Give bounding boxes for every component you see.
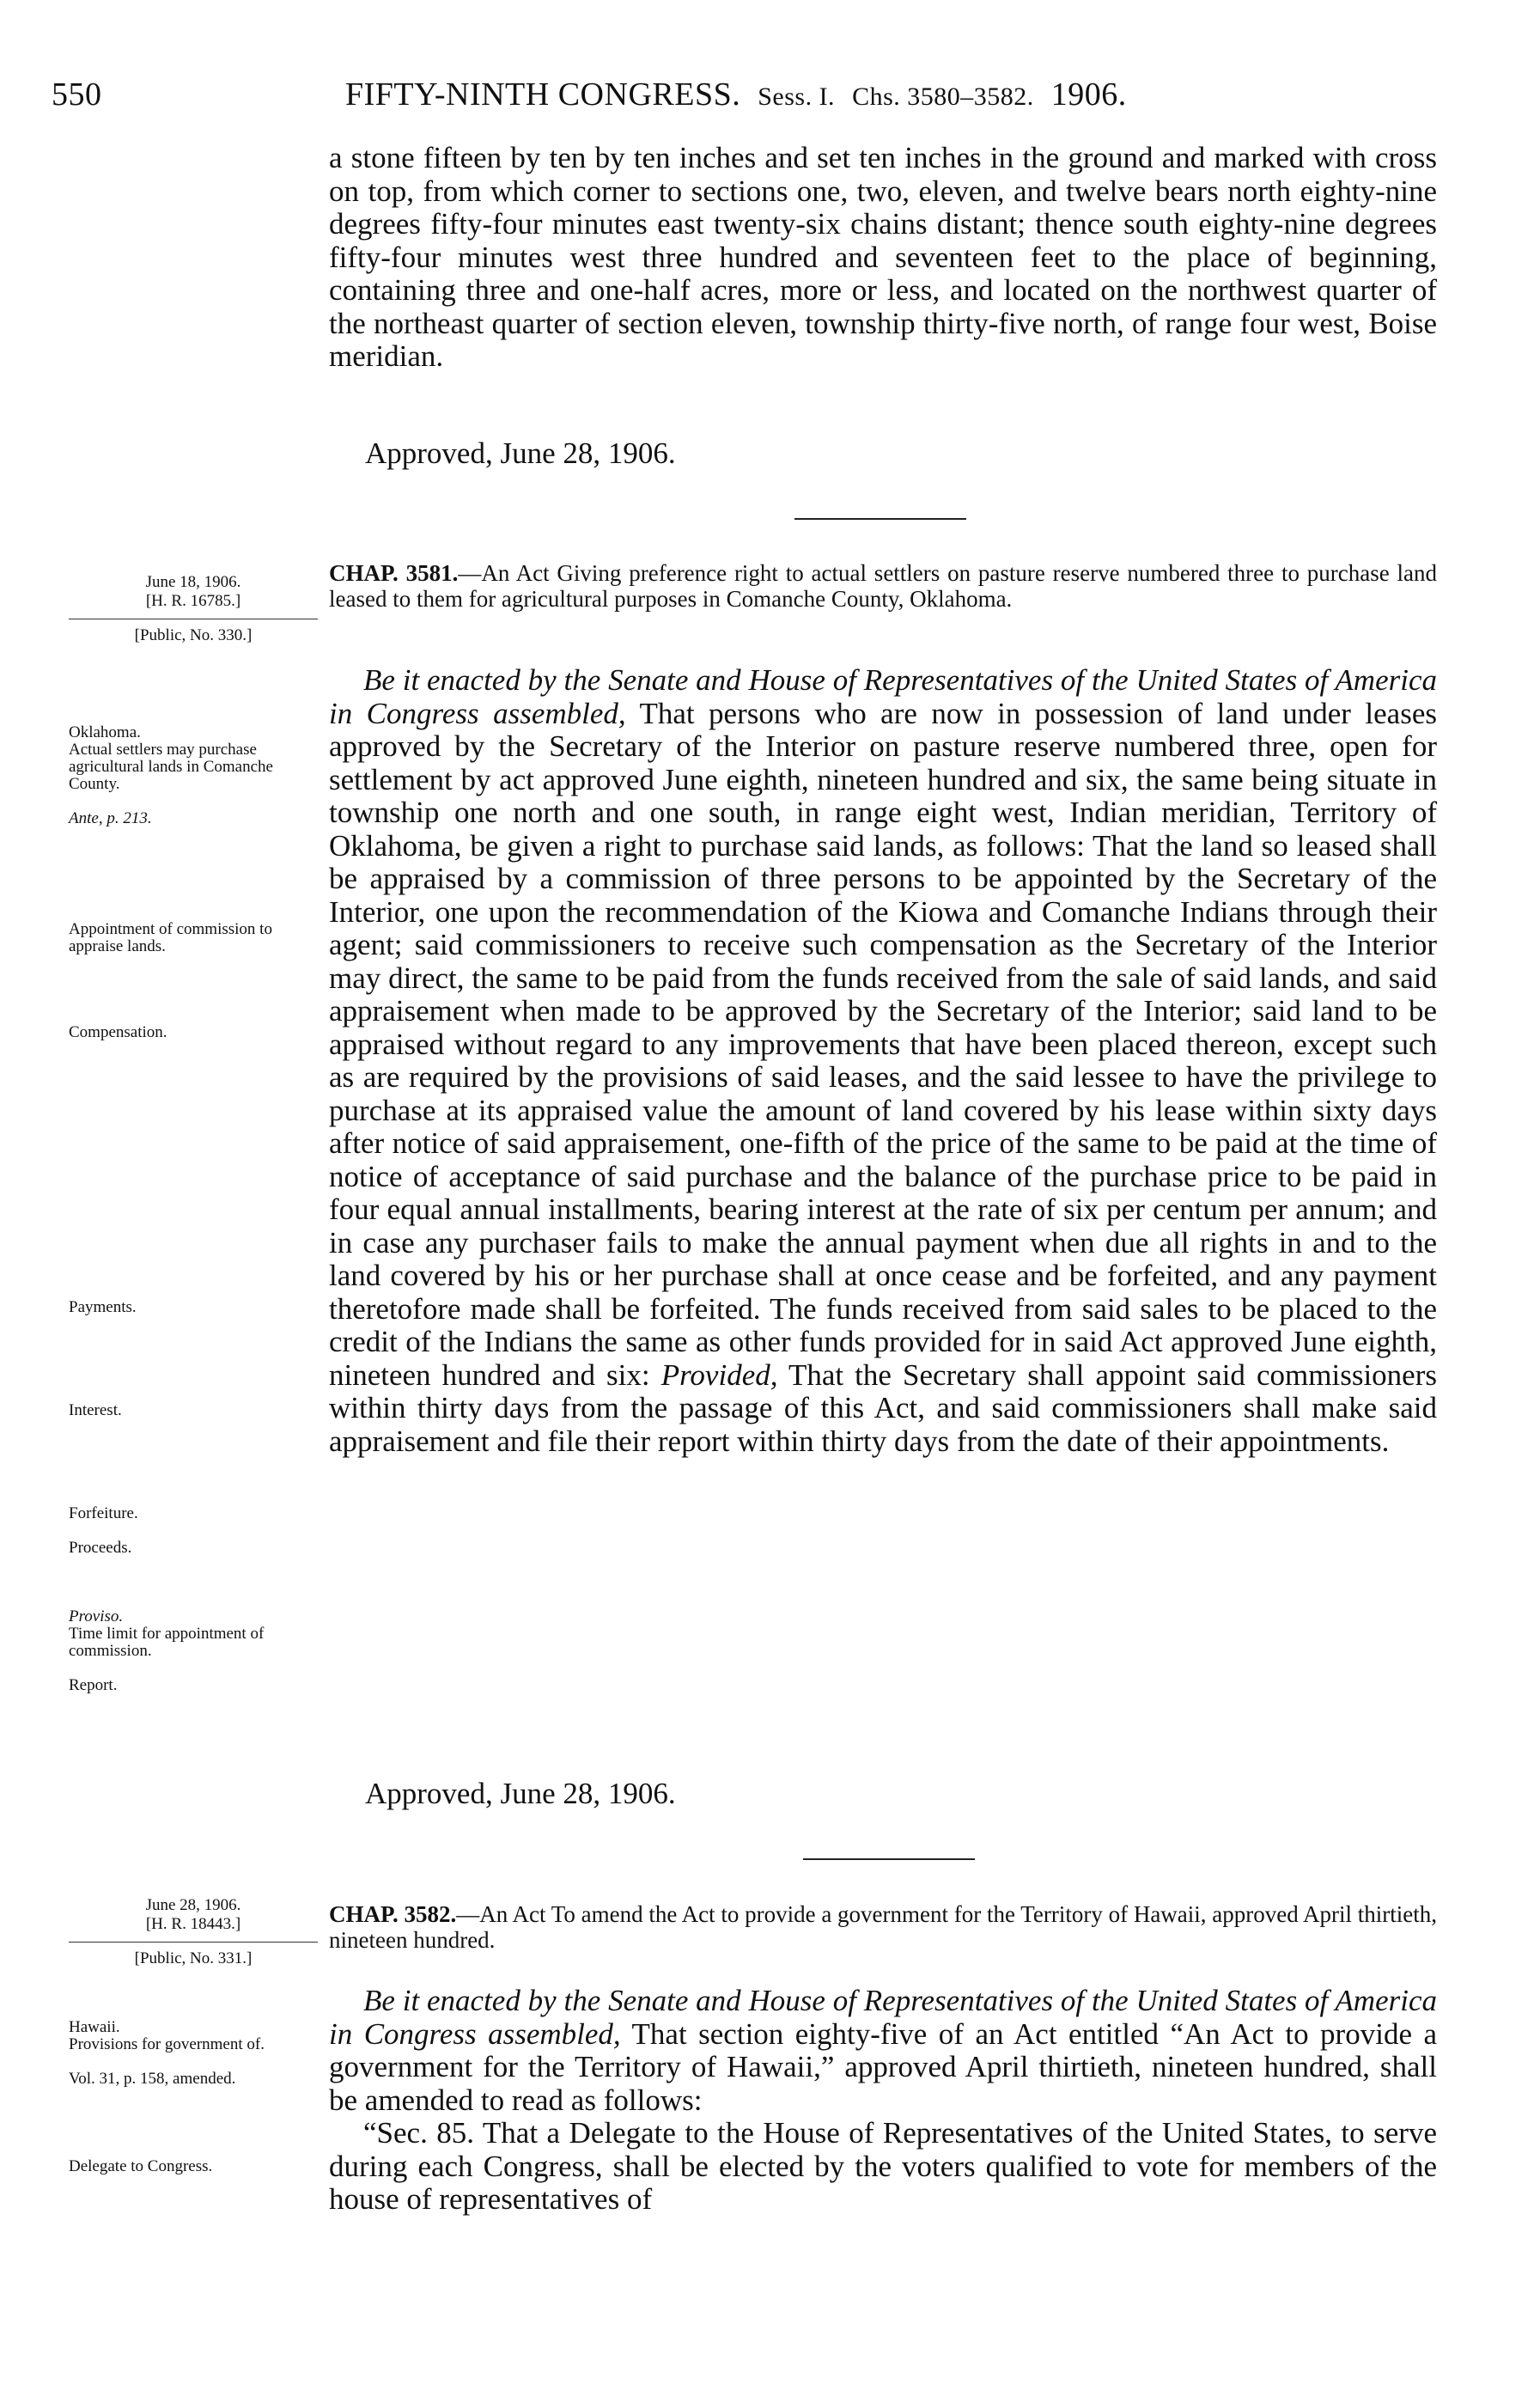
note-proviso: [69, 1608, 318, 1626]
note-appointment: Appointment of commission to appraise lands.: [69, 920, 272, 955]
chap3582-body: [329, 1985, 1437, 2217]
note-vol: Vol. 31, p. 158, amended.: [69, 2070, 236, 2088]
chap3581-margin-public: [Public, No. 330.]: [134, 626, 253, 644]
chap3582-margin-public: [Public, No. 331.]: [134, 1949, 253, 1967]
note-ante-text: Ante, p. 213.: [69, 809, 152, 827]
continuation-paragraph: [329, 142, 1437, 374]
note-hawaii: Hawaii.: [69, 2018, 120, 2036]
note-payments: Payments.: [69, 1298, 137, 1316]
chap3582-paragraph: [329, 1985, 1437, 2117]
chap3581-margin-bill: [H. R. 16785.]: [145, 592, 241, 610]
section-divider: [803, 1858, 975, 1860]
chap3582-enacting: Be it enacted by the Senate and House of Representatives of the United States of America in Congress assembled,: [329, 1984, 1437, 2051]
chap3582-section85: “Sec. 85. That a Delegate to the House of Representatives of the United States, to serve during each Congress, shall be elected by the voters qualified to vote for members of the house of representatives of: [329, 2116, 1437, 2216]
chap3581-title-text: —An Act Giving preference right to actual settlers on pasture reserve numbered three to purchase land leased to them for agricultural purposes in Comanche County, Oklahoma.: [329, 560, 1437, 612]
section-divider: [794, 518, 966, 520]
chap3581-title: [329, 560, 1437, 612]
header-session: Sess. I.: [758, 82, 836, 111]
chap3582-margin-bill: [H. R. 18443.]: [145, 1915, 241, 1933]
chap3581-body: [329, 664, 1437, 1458]
note-proviso-text: Proviso.: [69, 1607, 124, 1626]
chap3582-body1: That section eighty-five of an Act entitled “An Act to provide a government for the Territory of Hawaii,” approved April thirtieth, nineteen hundred, shall be amended to read as follows:: [329, 2016, 1437, 2117]
note-provisions: Provisions for government of.: [69, 2035, 265, 2053]
header-chapters: Chs. 3580–3582.: [852, 82, 1034, 111]
continuation-text: a stone fifteen by ten by ten inches and set ten inches in the ground and marked with cross on top, from which corner to sections one, two, eleven, and twelve bears north eighty-nine degrees fifty-four minutes east twenty-six chains distant; thence south eighty-nine degrees fifty-four minutes west three hundred and seventeen feet to the place of beginning, containing three and one-half acres, more or less, and located on the northwest quarter of the northeast quarter of section eleven, township thirty-five north, of range four west, Boise meridian.: [329, 141, 1437, 373]
note-actual-settlers: Actual settlers may purchase agricultural lands in Comanche County.: [69, 741, 273, 793]
page-number: 550: [52, 76, 102, 113]
note-delegate: Delegate to Congress.: [69, 2157, 213, 2175]
header-year: 1906.: [1050, 76, 1127, 113]
running-header: [345, 76, 1127, 113]
header-congress: FIFTY-NINTH CONGRESS.: [345, 76, 741, 113]
chap3582-title: [329, 1901, 1437, 1953]
note-proceeds: Proceeds.: [69, 1539, 132, 1557]
chap3581-body1: That persons who are now in possession of land under leases approved by the Secretary of the Interior on pasture reserve numbered three, open for settlement by act approved June eighth, nineteen hundred and six, the same being situate in township one north and one south, in range eight west, Indian meridian, Territory of Oklahoma, be given a right to purchase said lands, as follows: That the land so leased shall be appraised by a commission of three persons to be appointed by the Secretary of the Interior, one upon the recommendation of the Kiowa and Comanche Indians through their agent; said commissioners to receive such compensation as the Secretary of the Interior may direct, the same to be paid from the funds received from the sale of said lands, and said appraisement when made to be approved by the Secretary of the Interior; said land to be appraised without regard to any improvements that have been placed thereon, except such as are required by the provisions of said leases, and the said lessee to have the privilege to purchase at its appraised value the amount of land covered by his lease within sixty days after notice of said appraisement, one-fifth of the price of the same to be paid at the time of notice of acceptance of said purchase and the balance of the purchase price to be paid in four equal annual installments, bearing interest at the rate of six per centum per annum; and in case any purchaser fails to make the annual payment when due all rights in and to the land covered by his or her purchase shall at once cease and be forfeited, and any payment theretofore made shall be forfeited. The funds received from said sales to be placed to the credit of the Indians the same as other funds provided for in said Act approved June eighth, nineteen hundred and six:: [329, 696, 1437, 1392]
note-ante: [69, 810, 318, 827]
note-time-limit: Time limit for appointment of commission.: [69, 1625, 265, 1660]
chap3582-title-text: —An Act To amend the Act to provide a government for the Territory of Hawaii, approved April thirtieth, nineteen hundred.: [329, 1901, 1437, 1953]
note-oklahoma: Oklahoma.: [69, 723, 141, 741]
chap3581-approved: Approved, June 28, 1906.: [365, 1777, 676, 1810]
chap3581-title-bold: CHAP. 3581.: [329, 560, 459, 586]
chap3581-provided: Provided,: [660, 1357, 778, 1392]
chap3581-enacting: Be it enacted by the Senate and House of Representatives of the United States of America in Congress assembled,: [329, 663, 1437, 730]
margin-rule: [69, 1942, 318, 1943]
note-compensation: Compensation.: [69, 1023, 167, 1041]
chap3581-paragraph: [329, 664, 1437, 1458]
chap3582-title-bold: CHAP. 3582.: [329, 1901, 457, 1927]
continuation-approved: Approved, June 28, 1906.: [365, 436, 676, 470]
chap3581-margin-date: June 18, 1906.: [145, 573, 241, 591]
note-interest: Interest.: [69, 1401, 122, 1419]
chap3582-margin-date: June 28, 1906.: [145, 1896, 241, 1914]
chap3581-body2: That the Secretary shall appoint said commissioners within thirty days from the passage of this Act, and said commissioners shall make said appraisement and file their report within thirty days from the date of their appointments.: [329, 1357, 1437, 1458]
note-report: Report.: [69, 1676, 118, 1694]
note-forfeiture: Forfeiture.: [69, 1504, 138, 1522]
